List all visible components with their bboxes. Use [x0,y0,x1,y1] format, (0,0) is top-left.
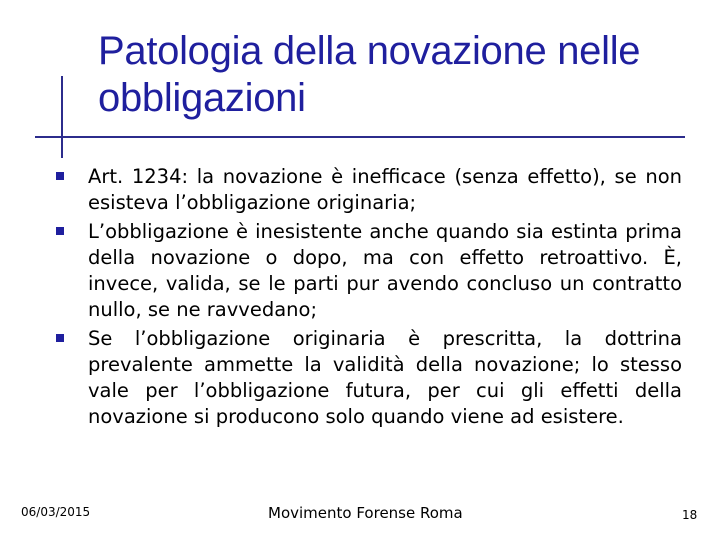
bullet-text: L’obbligazione è inesistente anche quando sia estinta prima della novazione o dopo, ma con effetto retroattivo. È, invece, valida, se le parti pur avendo concluso un contratto nullo, se ne ravvedano; [88,220,682,321]
footer-title: Movimento Forense Roma [268,504,463,522]
decorative-horizontal-line [35,136,685,138]
bullet-text: Se l’obbligazione originaria è prescritta, la dottrina prevalente ammette la validità della novazione; lo stesso vale per l’obbligazione futura, per cui gli effetti della novazione si producono solo quando viene ad esistere. [88,327,682,428]
decorative-vertical-line [61,76,63,158]
bullet-item [56,164,682,216]
footer-date: 06/03/2015 [21,505,91,519]
bullet-item [56,326,682,430]
slide-title: Patologia della novazione nelle obbligazioni [98,29,641,120]
square-bullet-icon [56,334,64,342]
square-bullet-icon [56,172,64,180]
bullet-text: Art. 1234: la novazione è inefficace (senza effetto), se non esisteva l’obbligazione originaria; [88,165,682,214]
bullet-item [56,219,682,323]
square-bullet-icon [56,227,64,235]
page-number: 18 [682,508,698,522]
bullet-list [56,164,682,433]
